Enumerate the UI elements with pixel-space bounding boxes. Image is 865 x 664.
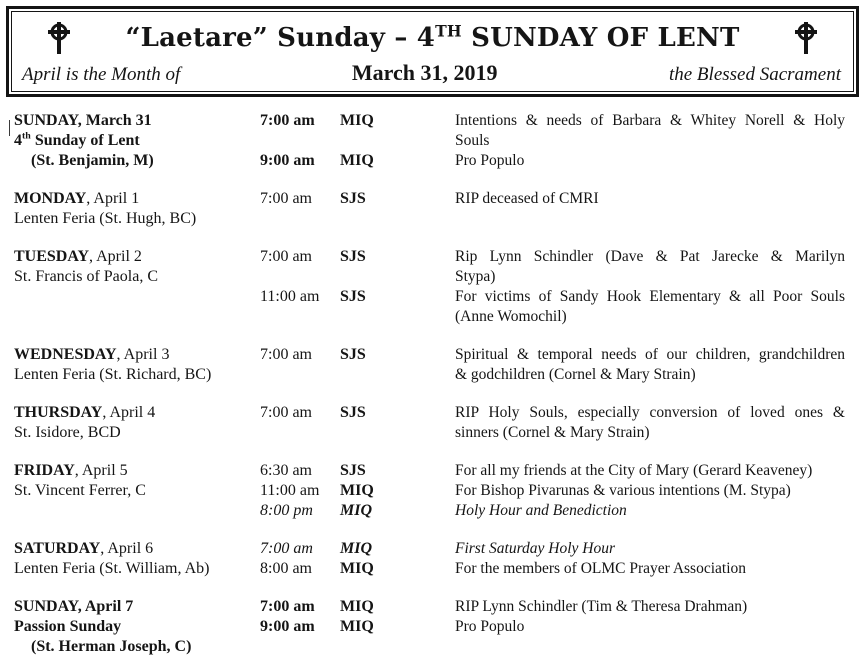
day-line-text: St. Francis of Paola, C <box>14 268 158 285</box>
day-line <box>14 365 260 385</box>
scan-artifact-line <box>9 120 10 136</box>
location-column <box>340 403 455 443</box>
mass-location: MIQ <box>340 152 374 169</box>
mass-intention: For all my friends at the City of Mary (Gerard Keaveney) <box>455 462 813 479</box>
mass-intention: sinners (Cornel & Mary Strain) <box>455 424 650 441</box>
day-line <box>14 267 260 287</box>
mass-time: 8:00 pm <box>260 502 313 519</box>
intention-column <box>455 247 845 327</box>
mass-location: MIQ <box>340 502 373 519</box>
bulletin-date: March 31, 2019 <box>351 59 498 85</box>
time-column <box>260 189 340 229</box>
page-title-ordinal: TH <box>435 21 462 41</box>
intention-column <box>455 597 845 657</box>
day-line-text: SUNDAY, April 7 <box>14 598 134 615</box>
mass-time: 7:00 am <box>260 404 312 421</box>
intention-column <box>455 539 845 579</box>
mass-time: 7:00 am <box>260 112 315 129</box>
masthead <box>6 6 859 97</box>
day-line-text: th <box>22 130 31 142</box>
day-line-text: WEDNESDAY <box>14 346 117 363</box>
time-column <box>260 597 340 657</box>
location-column <box>340 345 455 385</box>
day-column <box>14 247 260 327</box>
schedule-block <box>14 539 865 579</box>
schedule-block <box>14 597 865 657</box>
day-line <box>14 423 260 443</box>
time-column <box>260 111 340 171</box>
day-line-text: , April 4 <box>102 404 156 421</box>
day-line-text: , April 1 <box>86 190 140 207</box>
time-column <box>260 461 340 521</box>
month-devotion-right: the Blessed Sacrament <box>668 63 841 85</box>
schedule-block <box>14 189 865 229</box>
page-title-pre: “Laetare” Sunday – 4 <box>125 22 436 53</box>
day-line <box>14 131 260 151</box>
mass-intention: For Bishop Pivarunas & various intentions (M. Stypa) <box>455 482 791 499</box>
mass-intention: Stypa) <box>455 268 496 285</box>
day-line <box>14 151 260 171</box>
day-line-text: SATURDAY <box>14 540 101 557</box>
mass-location: SJS <box>340 248 366 265</box>
page-title <box>72 23 793 53</box>
masthead-subtitle-row <box>12 60 853 91</box>
location-column <box>340 247 455 327</box>
day-line <box>14 539 260 559</box>
mass-intention: Souls <box>455 132 490 149</box>
mass-intention: RIP Holy Souls, especially conversion of loved ones & <box>455 404 845 421</box>
mass-location: SJS <box>340 346 366 363</box>
schedule-block <box>14 403 865 443</box>
day-line <box>14 111 260 131</box>
day-line <box>14 617 260 637</box>
mass-time: 11:00 am <box>260 482 320 499</box>
mass-time: 9:00 am <box>260 618 315 635</box>
mass-location: MIQ <box>340 598 374 615</box>
day-line-text: TUESDAY <box>14 248 89 265</box>
day-line-text: FRIDAY <box>14 462 75 479</box>
intention-column <box>455 461 845 521</box>
day-column <box>14 345 260 385</box>
day-line <box>14 247 260 267</box>
location-column <box>340 111 455 171</box>
mass-location: SJS <box>340 462 366 479</box>
mass-intention: & godchildren (Cornel & Mary Strain) <box>455 366 696 383</box>
day-line <box>14 637 260 657</box>
day-line-text: Lenten Feria (St. William, Ab) <box>14 560 210 577</box>
mass-location: SJS <box>340 404 366 421</box>
location-column <box>340 461 455 521</box>
location-column <box>340 189 455 229</box>
mass-time: 11:00 am <box>260 288 320 305</box>
location-column <box>340 597 455 657</box>
day-line <box>14 597 260 617</box>
mass-time: 7:00 am <box>260 540 313 557</box>
mass-time: 7:00 am <box>260 190 312 207</box>
celtic-cross-icon <box>793 21 819 55</box>
mass-time: 7:00 am <box>260 598 315 615</box>
day-line-text: MONDAY <box>14 190 87 207</box>
schedule-block <box>14 111 865 171</box>
mass-location: MIQ <box>340 618 374 635</box>
mass-time: 6:30 am <box>260 462 312 479</box>
mass-intention: For the members of OLMC Prayer Association <box>455 560 747 577</box>
day-line-text: Lenten Feria (St. Richard, BC) <box>14 366 212 383</box>
mass-time: 7:00 am <box>260 248 312 265</box>
mass-intention: For victims of Sandy Hook Elementary & all Poor Souls <box>455 288 845 305</box>
mass-intention: RIP deceased of CMRI <box>455 190 599 207</box>
day-line-text: , April 5 <box>74 462 128 479</box>
mass-time: 7:00 am <box>260 346 312 363</box>
schedule-block <box>14 461 865 521</box>
mass-intention: RIP Lynn Schindler (Tim & Theresa Drahman) <box>455 598 748 615</box>
mass-location: SJS <box>340 288 366 305</box>
day-line <box>14 345 260 365</box>
schedule-block <box>14 345 865 385</box>
day-column <box>14 403 260 443</box>
mass-time: 8:00 am <box>260 560 312 577</box>
day-column <box>14 461 260 521</box>
day-line-text: 4 <box>14 132 22 149</box>
mass-intention: Pro Populo <box>455 152 525 169</box>
day-column <box>14 111 260 171</box>
mass-schedule <box>0 111 865 664</box>
mass-location: MIQ <box>340 540 373 557</box>
time-column <box>260 247 340 327</box>
mass-location: MIQ <box>340 112 374 129</box>
day-line-text: , April 2 <box>89 248 142 265</box>
day-line <box>14 209 260 229</box>
time-column <box>260 345 340 385</box>
celtic-cross-icon <box>46 21 72 55</box>
mass-intention: Holy Hour and Benediction <box>455 502 627 519</box>
day-line-text: (St. Benjamin, M) <box>31 152 154 169</box>
mass-intention: Pro Populo <box>455 618 525 635</box>
mass-location: MIQ <box>340 482 374 499</box>
mass-time: 9:00 am <box>260 152 315 169</box>
mass-intention: (Anne Womochil) <box>455 308 567 325</box>
intention-column <box>455 403 845 443</box>
day-column <box>14 189 260 229</box>
mass-intention: Intentions & needs of Barbara & Whitey Norell & Holy <box>455 112 845 129</box>
day-line <box>14 559 260 579</box>
day-line-text: Lenten Feria (St. Hugh, BC) <box>14 210 197 227</box>
day-line-text: (St. Herman Joseph, C) <box>31 638 192 655</box>
masthead-title-row <box>12 12 853 60</box>
mass-location: SJS <box>340 190 366 207</box>
day-line <box>14 189 260 209</box>
day-line-text: St. Isidore, BCD <box>14 424 121 441</box>
page-title-post: SUNDAY OF LENT <box>461 22 740 53</box>
schedule-block <box>14 247 865 327</box>
masthead-inner-border <box>11 11 854 92</box>
intention-column <box>455 189 845 229</box>
day-line <box>14 461 260 481</box>
mass-location: MIQ <box>340 560 374 577</box>
day-line <box>14 481 260 501</box>
day-line-text: SUNDAY, March 31 <box>14 112 152 129</box>
mass-intention: Spiritual & temporal needs of our children, grandchildren <box>455 346 845 363</box>
intention-column <box>455 345 845 385</box>
day-line-text: St. Vincent Ferrer, C <box>14 482 146 499</box>
day-column <box>14 597 260 657</box>
month-devotion-left: April is the Month of <box>22 63 181 85</box>
day-line-text: Passion Sunday <box>14 618 122 635</box>
location-column <box>340 539 455 579</box>
day-line-text: , April 6 <box>100 540 154 557</box>
day-column <box>14 539 260 579</box>
time-column <box>260 539 340 579</box>
day-line <box>14 403 260 423</box>
day-line-text: , April 3 <box>116 346 170 363</box>
mass-intention: Rip Lynn Schindler (Dave & Pat Jarecke & Marilyn <box>455 248 845 265</box>
time-column <box>260 403 340 443</box>
day-line-text: Sunday of Lent <box>30 132 140 149</box>
day-line-text: THURSDAY <box>14 404 103 421</box>
intention-column <box>455 111 845 171</box>
mass-intention: First Saturday Holy Hour <box>455 540 616 557</box>
